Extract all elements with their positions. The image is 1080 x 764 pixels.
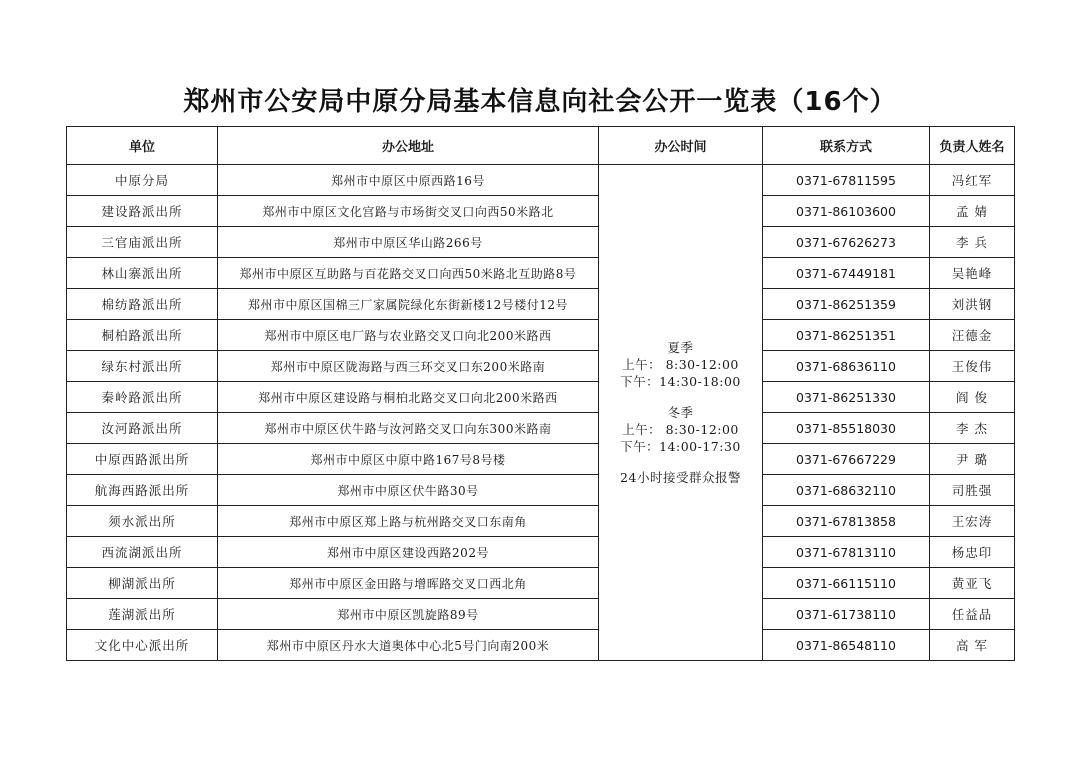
table-row [67,227,1015,258]
head-name-cell: 汪德金 [930,320,1015,351]
head-name-cell: 吴艳峰 [930,258,1015,289]
header-unit: 单位 [67,127,218,165]
phone-cell: 0371-68636110 [763,351,930,382]
unit-cell: 中原分局 [67,165,218,196]
address-cell: 郑州市中原区凯旋路89号 [218,599,599,630]
address-cell: 郑州市中原区电厂路与农业路交叉口向北200米路西 [218,320,599,351]
phone-cell: 0371-67811595 [763,165,930,196]
table-row [67,630,1015,661]
unit-cell: 文化中心派出所 [67,630,218,661]
unit-cell: 莲湖派出所 [67,599,218,630]
head-name-cell: 王宏涛 [930,506,1015,537]
address-cell: 郑州市中原区郑上路与杭州路交叉口东南角 [218,506,599,537]
address-cell: 郑州市中原区国棉三厂家属院绿化东街新楼12号楼付12号 [218,289,599,320]
address-cell: 郑州市中原区建设路与桐柏北路交叉口向北200米路西 [218,382,599,413]
phone-cell: 0371-66115110 [763,568,930,599]
head-name-cell: 黄亚飞 [930,568,1015,599]
address-cell: 郑州市中原区伏牛路与汝河路交叉口向东300米路南 [218,413,599,444]
head-name-cell: 尹 璐 [930,444,1015,475]
table-row [67,444,1015,475]
unit-cell: 桐柏路派出所 [67,320,218,351]
unit-cell: 汝河路派出所 [67,413,218,444]
header-address: 办公地址 [218,127,599,165]
table-body [67,165,1015,661]
unit-cell: 须水派出所 [67,506,218,537]
table-row [67,413,1015,444]
table-row [67,537,1015,568]
address-cell: 郑州市中原区陇海路与西三环交叉口东200米路南 [218,351,599,382]
header-head-name: 负责人姓名 [930,127,1015,165]
unit-cell: 建设路派出所 [67,196,218,227]
head-name-cell: 高 军 [930,630,1015,661]
header-hours: 办公时间 [599,127,763,165]
table-row [67,382,1015,413]
phone-cell: 0371-85518030 [763,413,930,444]
unit-cell: 棉纺路派出所 [67,289,218,320]
address-cell: 郑州市中原区建设西路202号 [218,537,599,568]
unit-cell: 秦岭路派出所 [67,382,218,413]
phone-cell: 0371-86548110 [763,630,930,661]
head-name-cell: 阎 俊 [930,382,1015,413]
phone-cell: 0371-67813858 [763,506,930,537]
head-name-cell: 任益品 [930,599,1015,630]
winter-label: 冬季 [667,405,694,420]
address-cell: 郑州市中原区中原西路16号 [218,165,599,196]
head-name-cell: 司胜强 [930,475,1015,506]
unit-cell: 中原西路派出所 [67,444,218,475]
table-row [67,475,1015,506]
head-name-cell: 刘洪钢 [930,289,1015,320]
head-name-cell: 李 杰 [930,413,1015,444]
phone-cell: 0371-86251330 [763,382,930,413]
phone-cell: 0371-67667229 [763,444,930,475]
table-row [67,351,1015,382]
summer-hours [601,339,760,390]
unit-cell: 林山寨派出所 [67,258,218,289]
phone-cell: 0371-67449181 [763,258,930,289]
table-row [67,196,1015,227]
head-name-cell: 冯红军 [930,165,1015,196]
address-cell: 郑州市中原区互助路与百花路交叉口向西50米路北互助路8号 [218,258,599,289]
head-name-cell: 杨忠印 [930,537,1015,568]
winter-hours [601,404,760,455]
summer-afternoon-hours: 下午：14:30-18:00 [620,374,741,389]
phone-cell: 0371-86251359 [763,289,930,320]
address-cell: 郑州市中原区伏牛路30号 [218,475,599,506]
unit-cell: 柳湖派出所 [67,568,218,599]
phone-cell: 0371-86251351 [763,320,930,351]
address-cell: 郑州市中原区中原中路167号8号楼 [218,444,599,475]
head-name-cell: 王俊伟 [930,351,1015,382]
table-row [67,258,1015,289]
table-row [67,289,1015,320]
table-row [67,165,1015,196]
phone-cell: 0371-86103600 [763,196,930,227]
table-row [67,599,1015,630]
office-hours-cell [599,165,763,661]
head-name-cell: 李 兵 [930,227,1015,258]
phone-cell: 0371-67813110 [763,537,930,568]
table-row [67,568,1015,599]
info-table [66,126,1015,661]
table-header-row [67,127,1015,165]
summer-label: 夏季 [667,340,694,355]
winter-afternoon-hours: 下午：14:00-17:30 [620,439,741,454]
table-row [67,320,1015,351]
address-cell: 郑州市中原区丹水大道奥体中心北5号门向南200米 [218,630,599,661]
emergency-note: 24小时接受群众报警 [620,470,741,485]
address-cell: 郑州市中原区金田路与增晖路交叉口西北角 [218,568,599,599]
unit-cell: 三官庙派出所 [67,227,218,258]
address-cell: 郑州市中原区文化宫路与市场街交叉口向西50米路北 [218,196,599,227]
phone-cell: 0371-67626273 [763,227,930,258]
phone-cell: 0371-61738110 [763,599,930,630]
header-contact: 联系方式 [763,127,930,165]
summer-morning-hours: 上午： 8:30-12:00 [622,357,739,372]
head-name-cell: 孟 婧 [930,196,1015,227]
unit-cell: 西流湖派出所 [67,537,218,568]
phone-cell: 0371-68632110 [763,475,930,506]
unit-cell: 航海西路派出所 [67,475,218,506]
page-title: 郑州市公安局中原分局基本信息向社会公开一览表（16个） [183,87,897,117]
winter-morning-hours: 上午： 8:30-12:00 [622,422,739,437]
table-row [67,506,1015,537]
address-cell: 郑州市中原区华山路266号 [218,227,599,258]
unit-cell: 绿东村派出所 [67,351,218,382]
